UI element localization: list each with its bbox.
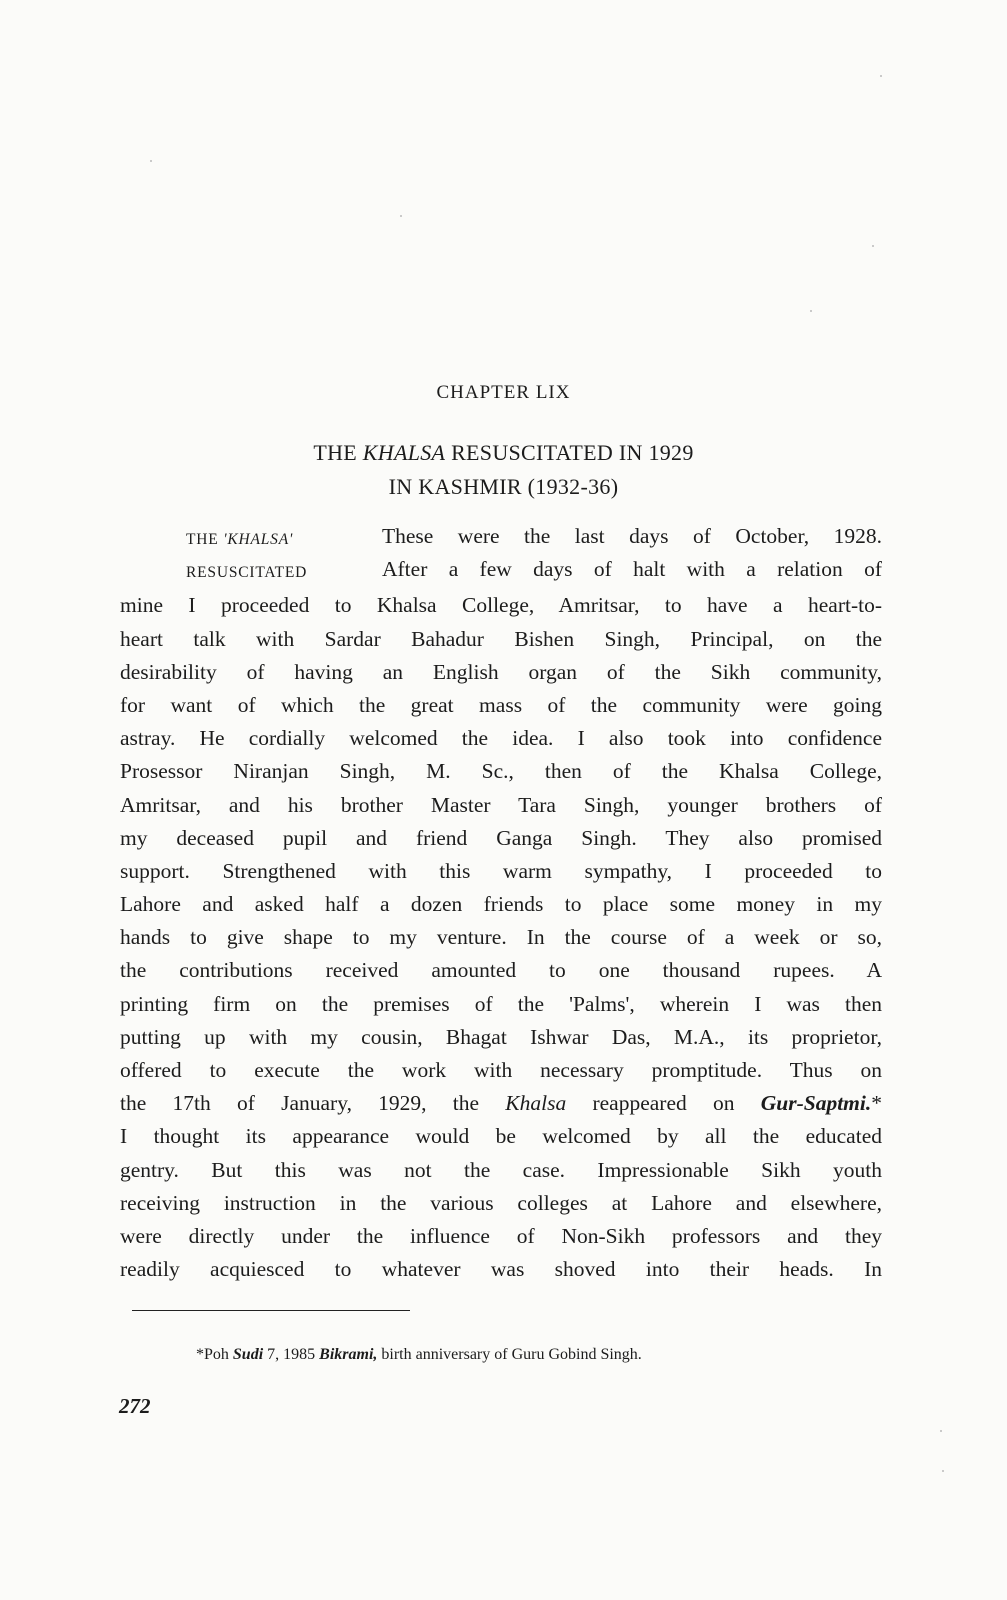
page-number: 272 bbox=[119, 1394, 151, 1418]
first-lines-with-margin-note bbox=[120, 520, 882, 589]
body-line: mine I proceeded to Khalsa College, Amritsar, to have a heart-to- bbox=[120, 593, 882, 618]
chapter-title bbox=[0, 436, 1007, 504]
margin-note bbox=[120, 520, 382, 589]
body-line: astray. He cordially welcomed the idea. I also took into confidence bbox=[120, 726, 882, 751]
footnote: *Poh Sudi 7, 1985 Bikrami, birth anniversary of Guru Gobind Singh. bbox=[196, 1346, 642, 1363]
scan-speck bbox=[400, 215, 402, 217]
body-line: Prosessor Niranjan Singh, M. Sc., then of the Khalsa College, bbox=[120, 759, 882, 784]
body-line: offered to execute the work with necessary promptitude. Thus on bbox=[120, 1058, 882, 1082]
body-line: I thought its appearance would be welcomed by all the educated bbox=[120, 1124, 882, 1149]
scan-speck bbox=[872, 245, 874, 247]
body-line: Amritsar, and his brother Master Tara Singh, younger brothers of bbox=[120, 792, 882, 817]
body-text bbox=[120, 520, 882, 1286]
chapter-heading bbox=[0, 382, 1007, 404]
scan-speck bbox=[940, 1430, 942, 1432]
body-line: printing firm on the premises of the 'Palms', wherein I was then bbox=[120, 991, 882, 1016]
chapter-heading-text: CHAPTER LIX bbox=[436, 382, 571, 403]
margin-note-line-2: RESUSCITATED bbox=[186, 564, 308, 582]
body-line: the contributions received amounted to one thousand rupees. A bbox=[120, 958, 882, 983]
khalsa-italic: KHALSA bbox=[362, 440, 446, 465]
body-line: were directly under the influence of Non-Sikh professors and they bbox=[120, 1223, 882, 1248]
scan-speck bbox=[150, 160, 152, 162]
footnote-divider bbox=[132, 1310, 410, 1311]
scan-speck bbox=[810, 310, 812, 312]
body-line: gentry. But this was not the case. Impressionable Sikh youth bbox=[120, 1157, 882, 1182]
chapter-title-line-1: THE KHALSA RESUSCITATED IN 1929 bbox=[313, 440, 694, 465]
margin-note-line-1: THE 'KHALSA' bbox=[186, 531, 294, 548]
first-lines bbox=[382, 520, 882, 589]
body-line: receiving instruction in the various colleges at Lahore and elsewhere, bbox=[120, 1190, 882, 1215]
body-line: my deceased pupil and friend Ganga Singh. They also promised bbox=[120, 825, 882, 850]
body-line: hands to give shape to my venture. In the course of a week or so, bbox=[120, 925, 882, 950]
body-line-khalsa-reappeared: the 17th of January, 1929, the Khalsa reappeared on Gur-Saptmi.* bbox=[120, 1091, 882, 1116]
body-line: These were the last days of October, 1928. bbox=[382, 524, 882, 548]
scan-speck bbox=[942, 1470, 944, 1472]
body-line: Lahore and asked half a dozen friends to place some money in my bbox=[120, 892, 882, 917]
body-line: support. Strengthened with this warm sympathy, I proceeded to bbox=[120, 858, 882, 883]
body-line: putting up with my cousin, Bhagat Ishwar Das, M.A., its proprietor, bbox=[120, 1024, 882, 1049]
body-line: After a few days of halt with a relation of bbox=[382, 557, 882, 582]
body-line: desirability of having an English organ of the Sikh community, bbox=[120, 659, 882, 684]
body-line: for want of which the great mass of the community were going bbox=[120, 692, 882, 717]
scan-speck bbox=[880, 75, 882, 77]
body-line: readily acquiesced to whatever was shoved into their heads. In bbox=[120, 1257, 882, 1282]
chapter-title-line-2: IN KASHMIR (1932-36) bbox=[388, 474, 619, 499]
body-line: heart talk with Sardar Bahadur Bishen Singh, Principal, on the bbox=[120, 626, 882, 651]
footnote-marker: * bbox=[871, 1091, 882, 1116]
